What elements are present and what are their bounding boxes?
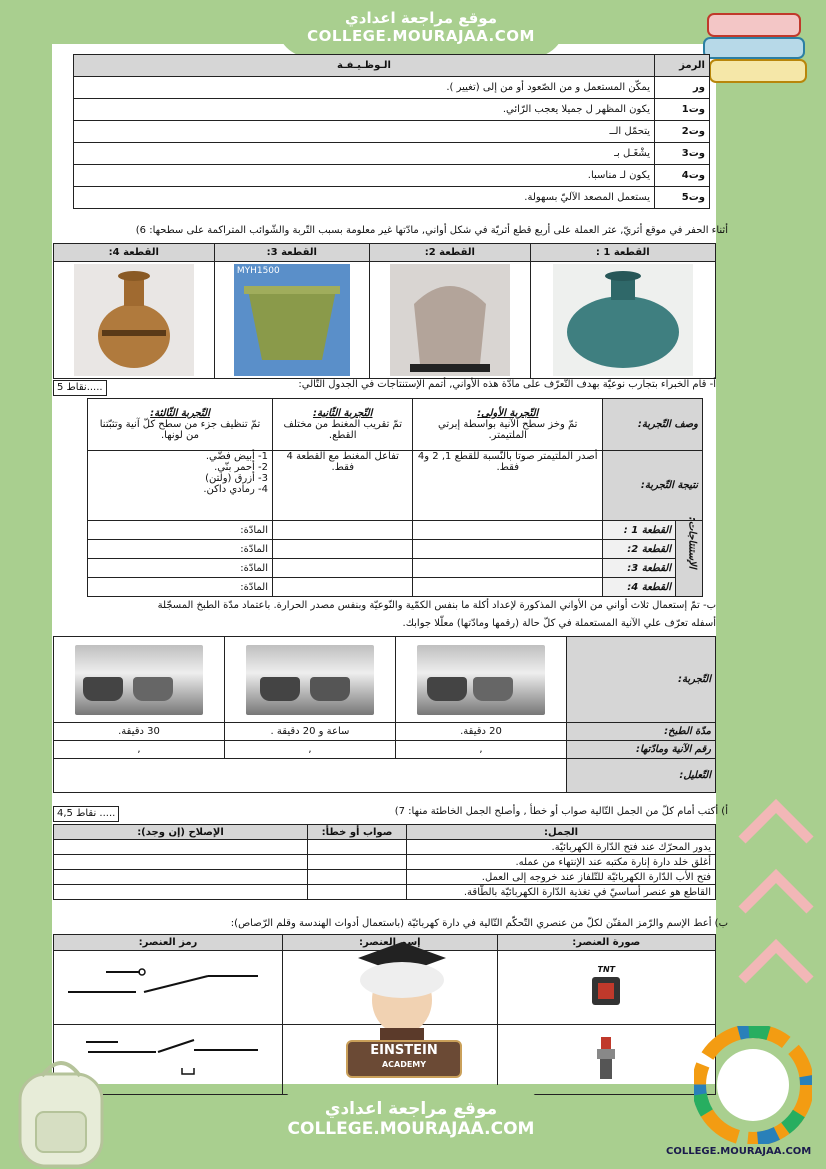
concl-piece-4: القطعة 4: <box>603 578 676 597</box>
element-image-2 <box>497 1025 715 1095</box>
concl-material-2[interactable]: المادّة: <box>88 540 273 559</box>
exp3-result-3: 3- أزرق (ولتن) <box>205 473 268 484</box>
col-correction-header: الإصلاح (إن وجد): <box>54 825 308 840</box>
sentence-1: يدور المحرّك عند فتح الدّارة الكهربائيّة. <box>407 840 716 855</box>
row-justification-label: التّعليل: <box>567 759 716 793</box>
concl-piece-1: القطعة 1 : <box>603 521 676 540</box>
exp2-desc: تمّ تقريب المغنط من مختلف القطع. <box>283 419 402 441</box>
sentence-3: فتح الأب الدّارة الكهربائيّة للتّلفاز عند خروجه إلى العمل. <box>407 870 716 885</box>
cook-photo-1 <box>396 637 567 723</box>
row-code: وت5 <box>655 187 710 209</box>
cook-time-1: 20 دقيقة. <box>396 723 567 741</box>
row-pot-number-label: رقم الآنية ومادّتها: <box>567 741 716 759</box>
chevron-up-icon <box>736 790 816 1020</box>
backpack-icon <box>6 1050 116 1168</box>
q7-statement <box>395 806 728 817</box>
q6-statement <box>136 225 728 236</box>
justification-answer[interactable] <box>54 759 567 793</box>
row-text: يستعمل المصعد الآليّ بسهولة. <box>74 187 655 209</box>
einstein-mascot <box>340 940 464 1085</box>
col-code-header: الرمز <box>655 55 710 77</box>
row-text: يتحمّل الــ <box>74 121 655 143</box>
fix-answer-1[interactable] <box>54 840 308 855</box>
q7-number: 7) <box>394 806 405 817</box>
mascot-subtitle: ACADEMY <box>381 1060 427 1069</box>
exp3-result-2: 2- أحمر بنّي. <box>214 462 268 473</box>
functions-table <box>73 54 710 209</box>
tf-answer-4[interactable] <box>308 885 407 900</box>
col-symbol-header: رمز العنصر: <box>54 935 283 951</box>
element-symbol-1 <box>54 951 283 1025</box>
col-true-false-header: صواب أو خطأ: <box>308 825 407 840</box>
tf-answer-3[interactable] <box>308 870 407 885</box>
piece-photo-4 <box>54 262 215 379</box>
piece-header-2: القطعة 2: <box>370 244 531 262</box>
row-text: يكون المظهر ل جميلا يعجب الرّائي. <box>74 99 655 121</box>
cooking-table <box>53 636 716 793</box>
row-experiment-label: التّجربة: <box>567 637 716 723</box>
row-description-label: وصف التّجربة: <box>603 399 703 451</box>
part-a-instruction: أ- قام الخبراء بتجارب نوعيّة بهدف التّعرّف على مادّة هذه الأواني, أتمم الإستنتاجات في الجدول التّالي: <box>298 379 716 390</box>
exp3-result-4: 4- رمادي داكن. <box>203 484 268 495</box>
row-code: وت4 <box>655 165 710 187</box>
site-name-ar: موقع مراجعة اعدادي <box>345 9 497 27</box>
part-b-line2: أسفله تعرّف علي الآنية المستعملة في كلّ حالة (رقمها ومادّتها) معلّلا جوابك. <box>402 618 716 629</box>
concl-piece-3: القطعة 3: <box>603 559 676 578</box>
element-image-1 <box>497 951 715 1025</box>
switch-symbol-icon <box>58 956 278 1016</box>
exp3-desc: تمّ تنظيف جزء من سطح كلّ آنية وتثبّتنا من لونها. <box>99 419 261 441</box>
cook-photo-2 <box>225 637 396 723</box>
row-text: يشْغَـل بـ <box>74 143 655 165</box>
piece-header-1: القطعة 1 : <box>530 244 715 262</box>
exp3-result-1: 1- أبيض فضّي. <box>205 451 268 462</box>
pot-answer-3[interactable]: , <box>54 741 225 759</box>
sentence-4: القاطع هو عنصر أساسيّ في تغذية الدّارة الكهربائيّة بالطّاقة. <box>407 885 716 900</box>
rocker-switch-icon <box>589 974 623 1008</box>
concl-piece-2: القطعة 2: <box>603 540 676 559</box>
tf-answer-2[interactable] <box>308 855 407 870</box>
corner-site-url: COLLEGE.MOURAJAA.COM <box>666 1146 812 1157</box>
col-image-header: صورة العنصر: <box>497 935 715 951</box>
exp1-result: أصدر الملتيمتر صوتا بالنّسبة للقطع 1, 2 و4 فقط. <box>413 451 603 521</box>
pot-answer-2[interactable]: , <box>225 741 396 759</box>
concl-material-1[interactable]: المادّة: <box>88 521 273 540</box>
experiments-table <box>87 398 703 597</box>
q6-text: أثناء الحفر في موقع أثريّ, عثر العملة على أربع قطع أثريّة في شكل أواني, مادّتها غير معلومة بسبب التّربة والشّوائب المتراكمة على سطحها: <box>149 225 728 236</box>
row-time-label: مدّة الطبخ: <box>567 723 716 741</box>
q6-number: 6) <box>135 225 147 236</box>
row-code: وت1 <box>655 99 710 121</box>
row-code: وت3 <box>655 143 710 165</box>
q7-text: أ) أكتب أمام كلّ من الجمل التّالية صواب أو خطأ , وأصلح الجمل الخاطئة منها: <box>408 806 728 817</box>
piece-header-4: القطعة 4: <box>54 244 215 262</box>
education-circle-icon <box>694 1026 812 1144</box>
exp1-desc: تمّ وخز سطح الآنية بواسطة إبرتي الملتيمتر. <box>438 419 578 441</box>
brand-label: TNT <box>597 964 616 974</box>
fix-answer-2[interactable] <box>54 855 308 870</box>
q7-part-b: ب) أعط الإسم والرّمز المقنّن لكلّ من عنصري التّحكّم التّالية في دارة كهربائيّة (باستعمال أدوات الهندسة وقلم الرّصاص): <box>230 918 728 929</box>
points-badge-a: 5 نقاط..... <box>53 380 107 396</box>
exp2-result: تفاعل المغنط مع القطعة 4 فقط. <box>273 451 413 521</box>
row-code: ور <box>655 77 710 99</box>
mascot-title: EINSTEIN <box>370 1043 438 1058</box>
cook-photo-3 <box>54 637 225 723</box>
row-conclusions-label: الإستنتاجات: <box>676 521 703 597</box>
col-function-header: الـوظـيـفـة <box>74 55 655 77</box>
concl-material-4[interactable]: المادّة: <box>88 578 273 597</box>
col-sentences-header: الجمل: <box>407 825 716 840</box>
top-site-banner <box>276 0 566 58</box>
concl-material-3[interactable]: المادّة: <box>88 559 273 578</box>
sentence-2: أغلق خلد دارة إنارة مكتبه عند الإنتهاء من عمله. <box>407 855 716 870</box>
points-badge-q7: 4,5 نقاط ..... <box>53 806 119 822</box>
site-url: COLLEGE.MOURAJAA.COM <box>307 27 535 45</box>
mascot-illustration-icon <box>340 940 464 1050</box>
photo-code-label: MYH1500 <box>236 266 280 276</box>
exp3-title: التّجربة الثّالثة: <box>150 408 210 419</box>
bottom-site-banner <box>276 1085 546 1169</box>
true-false-table <box>53 824 716 900</box>
fix-answer-3[interactable] <box>54 870 308 885</box>
row-text: يكون لـ مناسبا. <box>74 165 655 187</box>
exp2-title: التّجربة الثّانية: <box>312 408 373 419</box>
row-code: وت2 <box>655 121 710 143</box>
exp1-title: التّجربة الأولى: <box>477 408 539 419</box>
row-text: يمكّن المستعمل و من الصّعود أو من إلى (تغيير ). <box>74 77 655 99</box>
push-button-icon <box>591 1035 621 1081</box>
piece-photo-2 <box>370 262 531 379</box>
part-b-line1: ب- تمّ إستعمال ثلاث أواني من الأواني المذكورة لإعداد أكلة ما بنفس الكمّية والنّوعيّة وبنفس مصدر الحرارة. باعتماد مدّة الطبخ المسجّلة <box>157 600 716 611</box>
pieces-table <box>53 243 716 379</box>
tf-answer-1[interactable] <box>308 840 407 855</box>
footer-site-url: COLLEGE.MOURAJAA.COM <box>287 1119 535 1139</box>
footer-site-name-ar: موقع مراجعة اعدادي <box>324 1099 498 1119</box>
fix-answer-4[interactable] <box>54 885 308 900</box>
piece-header-3: القطعة 3: <box>214 244 370 262</box>
piece-photo-1 <box>530 262 715 379</box>
books-icon <box>700 8 812 88</box>
col-name-header: إسم العنصر: <box>283 935 498 951</box>
row-result-label: نتيجة التّجربة: <box>603 451 703 521</box>
pot-answer-1[interactable]: , <box>396 741 567 759</box>
piece-photo-3 <box>214 262 370 379</box>
cook-time-2: ساعة و 20 دقيقة . <box>225 723 396 741</box>
cook-time-3: 30 دقيقة. <box>54 723 225 741</box>
